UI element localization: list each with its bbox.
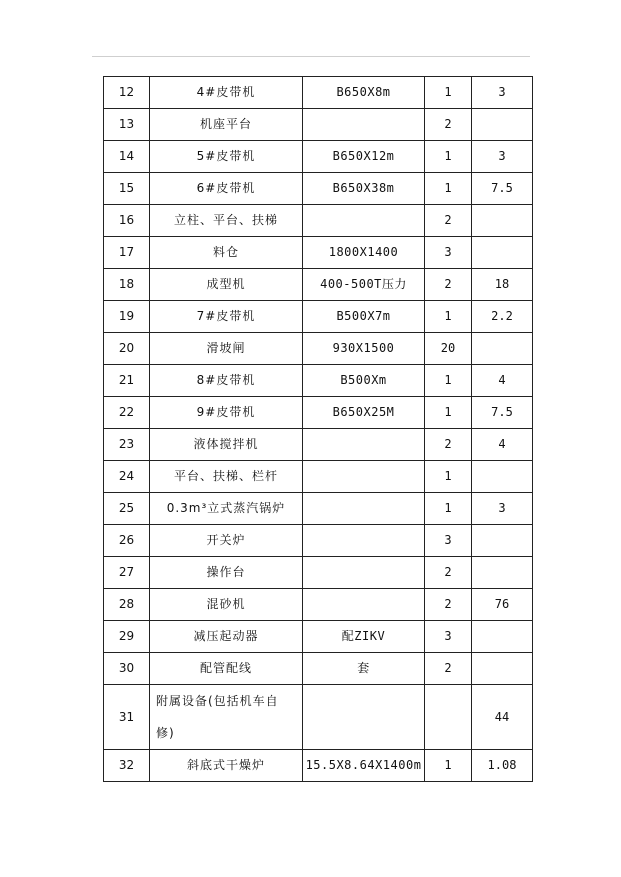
row-number: 15 [104, 173, 150, 205]
equipment-power [472, 525, 533, 557]
equipment-spec [303, 589, 425, 621]
table-row [104, 237, 533, 269]
equipment-quantity: 1 [425, 77, 472, 109]
equipment-quantity: 1 [425, 365, 472, 397]
row-number: 31 [104, 685, 150, 750]
table-row [104, 621, 533, 653]
table-row [104, 173, 533, 205]
equipment-spec [303, 493, 425, 525]
equipment-spec [303, 685, 425, 750]
row-number: 19 [104, 301, 150, 333]
equipment-quantity: 2 [425, 205, 472, 237]
equipment-quantity: 2 [425, 269, 472, 301]
row-number: 25 [104, 493, 150, 525]
row-number: 30 [104, 653, 150, 685]
equipment-quantity: 2 [425, 589, 472, 621]
equipment-power: 7.5 [472, 173, 533, 205]
equipment-power: 3 [472, 141, 533, 173]
row-number: 29 [104, 621, 150, 653]
table-row [104, 141, 533, 173]
table-row [104, 750, 533, 782]
equipment-spec [303, 461, 425, 493]
equipment-spec: 15.5X8.64X1400m [303, 750, 425, 782]
equipment-name: 5#皮带机 [150, 141, 303, 173]
equipment-spec: 套 [303, 653, 425, 685]
equipment-power: 18 [472, 269, 533, 301]
row-number: 23 [104, 429, 150, 461]
row-number: 17 [104, 237, 150, 269]
table-row [104, 493, 533, 525]
equipment-spec: B650X25M [303, 397, 425, 429]
equipment-name: 机座平台 [150, 109, 303, 141]
row-number: 22 [104, 397, 150, 429]
equipment-spec [303, 109, 425, 141]
equipment-name: 附属设备(包括机车自修) [150, 685, 303, 750]
equipment-power: 2.2 [472, 301, 533, 333]
equipment-power [472, 461, 533, 493]
table-row [104, 333, 533, 365]
equipment-quantity: 1 [425, 397, 472, 429]
equipment-quantity: 1 [425, 301, 472, 333]
equipment-power: 4 [472, 365, 533, 397]
equipment-name: 立柱、平台、扶梯 [150, 205, 303, 237]
equipment-name: 6#皮带机 [150, 173, 303, 205]
row-number: 13 [104, 109, 150, 141]
equipment-power: 3 [472, 493, 533, 525]
equipment-spec: 400-500T压力 [303, 269, 425, 301]
equipment-name: 0.3m³立式蒸汽锅炉 [150, 493, 303, 525]
equipment-spec [303, 429, 425, 461]
equipment-name: 成型机 [150, 269, 303, 301]
equipment-spec [303, 525, 425, 557]
table-row [104, 429, 533, 461]
equipment-name: 斜底式干燥炉 [150, 750, 303, 782]
equipment-spec: B650X38m [303, 173, 425, 205]
equipment-name: 7#皮带机 [150, 301, 303, 333]
equipment-name: 操作台 [150, 557, 303, 589]
row-number: 27 [104, 557, 150, 589]
table-row [104, 557, 533, 589]
equipment-name: 开关炉 [150, 525, 303, 557]
table-row [104, 589, 533, 621]
table-row [104, 301, 533, 333]
equipment-power: 4 [472, 429, 533, 461]
equipment-spec: B500X7m [303, 301, 425, 333]
row-number: 16 [104, 205, 150, 237]
equipment-power: 44 [472, 685, 533, 750]
table-row [104, 269, 533, 301]
table-row [104, 109, 533, 141]
equipment-spec [303, 557, 425, 589]
row-number: 21 [104, 365, 150, 397]
equipment-power: 1.08 [472, 750, 533, 782]
equipment-quantity: 20 [425, 333, 472, 365]
equipment-quantity [425, 685, 472, 750]
equipment-spec: B650X12m [303, 141, 425, 173]
equipment-spec [303, 205, 425, 237]
equipment-spec: 930X1500 [303, 333, 425, 365]
equipment-power [472, 621, 533, 653]
table-row [104, 653, 533, 685]
table-row [104, 525, 533, 557]
equipment-table-body [104, 77, 533, 782]
equipment-quantity: 2 [425, 109, 472, 141]
row-number: 12 [104, 77, 150, 109]
equipment-quantity: 3 [425, 237, 472, 269]
equipment-power [472, 237, 533, 269]
equipment-power [472, 333, 533, 365]
equipment-quantity: 2 [425, 557, 472, 589]
equipment-name: 配管配线 [150, 653, 303, 685]
equipment-quantity: 2 [425, 653, 472, 685]
equipment-quantity: 1 [425, 173, 472, 205]
equipment-name: 料仓 [150, 237, 303, 269]
table-row [104, 365, 533, 397]
row-number: 26 [104, 525, 150, 557]
row-number: 28 [104, 589, 150, 621]
equipment-table [103, 76, 533, 782]
row-number: 32 [104, 750, 150, 782]
row-number: 18 [104, 269, 150, 301]
equipment-power: 7.5 [472, 397, 533, 429]
table-row [104, 461, 533, 493]
table-row [104, 685, 533, 750]
equipment-quantity: 1 [425, 461, 472, 493]
equipment-name: 液体搅拌机 [150, 429, 303, 461]
equipment-quantity: 3 [425, 525, 472, 557]
row-number: 24 [104, 461, 150, 493]
equipment-name: 混砂机 [150, 589, 303, 621]
equipment-spec: 配ZIKV [303, 621, 425, 653]
equipment-power [472, 557, 533, 589]
equipment-quantity: 1 [425, 493, 472, 525]
equipment-power [472, 205, 533, 237]
equipment-quantity: 1 [425, 750, 472, 782]
equipment-quantity: 2 [425, 429, 472, 461]
equipment-spec: 1800X1400 [303, 237, 425, 269]
table-row [104, 397, 533, 429]
equipment-name: 减压起动器 [150, 621, 303, 653]
row-number: 14 [104, 141, 150, 173]
header-rule [92, 56, 530, 57]
equipment-spec: B650X8m [303, 77, 425, 109]
row-number: 20 [104, 333, 150, 365]
equipment-name: 滑坡闸 [150, 333, 303, 365]
equipment-quantity: 3 [425, 621, 472, 653]
equipment-power: 3 [472, 77, 533, 109]
table-row [104, 205, 533, 237]
equipment-power [472, 109, 533, 141]
equipment-name: 8#皮带机 [150, 365, 303, 397]
equipment-name: 平台、扶梯、栏杆 [150, 461, 303, 493]
equipment-quantity: 1 [425, 141, 472, 173]
table-row [104, 77, 533, 109]
equipment-name: 9#皮带机 [150, 397, 303, 429]
equipment-power: 76 [472, 589, 533, 621]
equipment-spec: B500Xm [303, 365, 425, 397]
equipment-power [472, 653, 533, 685]
equipment-name: 4#皮带机 [150, 77, 303, 109]
